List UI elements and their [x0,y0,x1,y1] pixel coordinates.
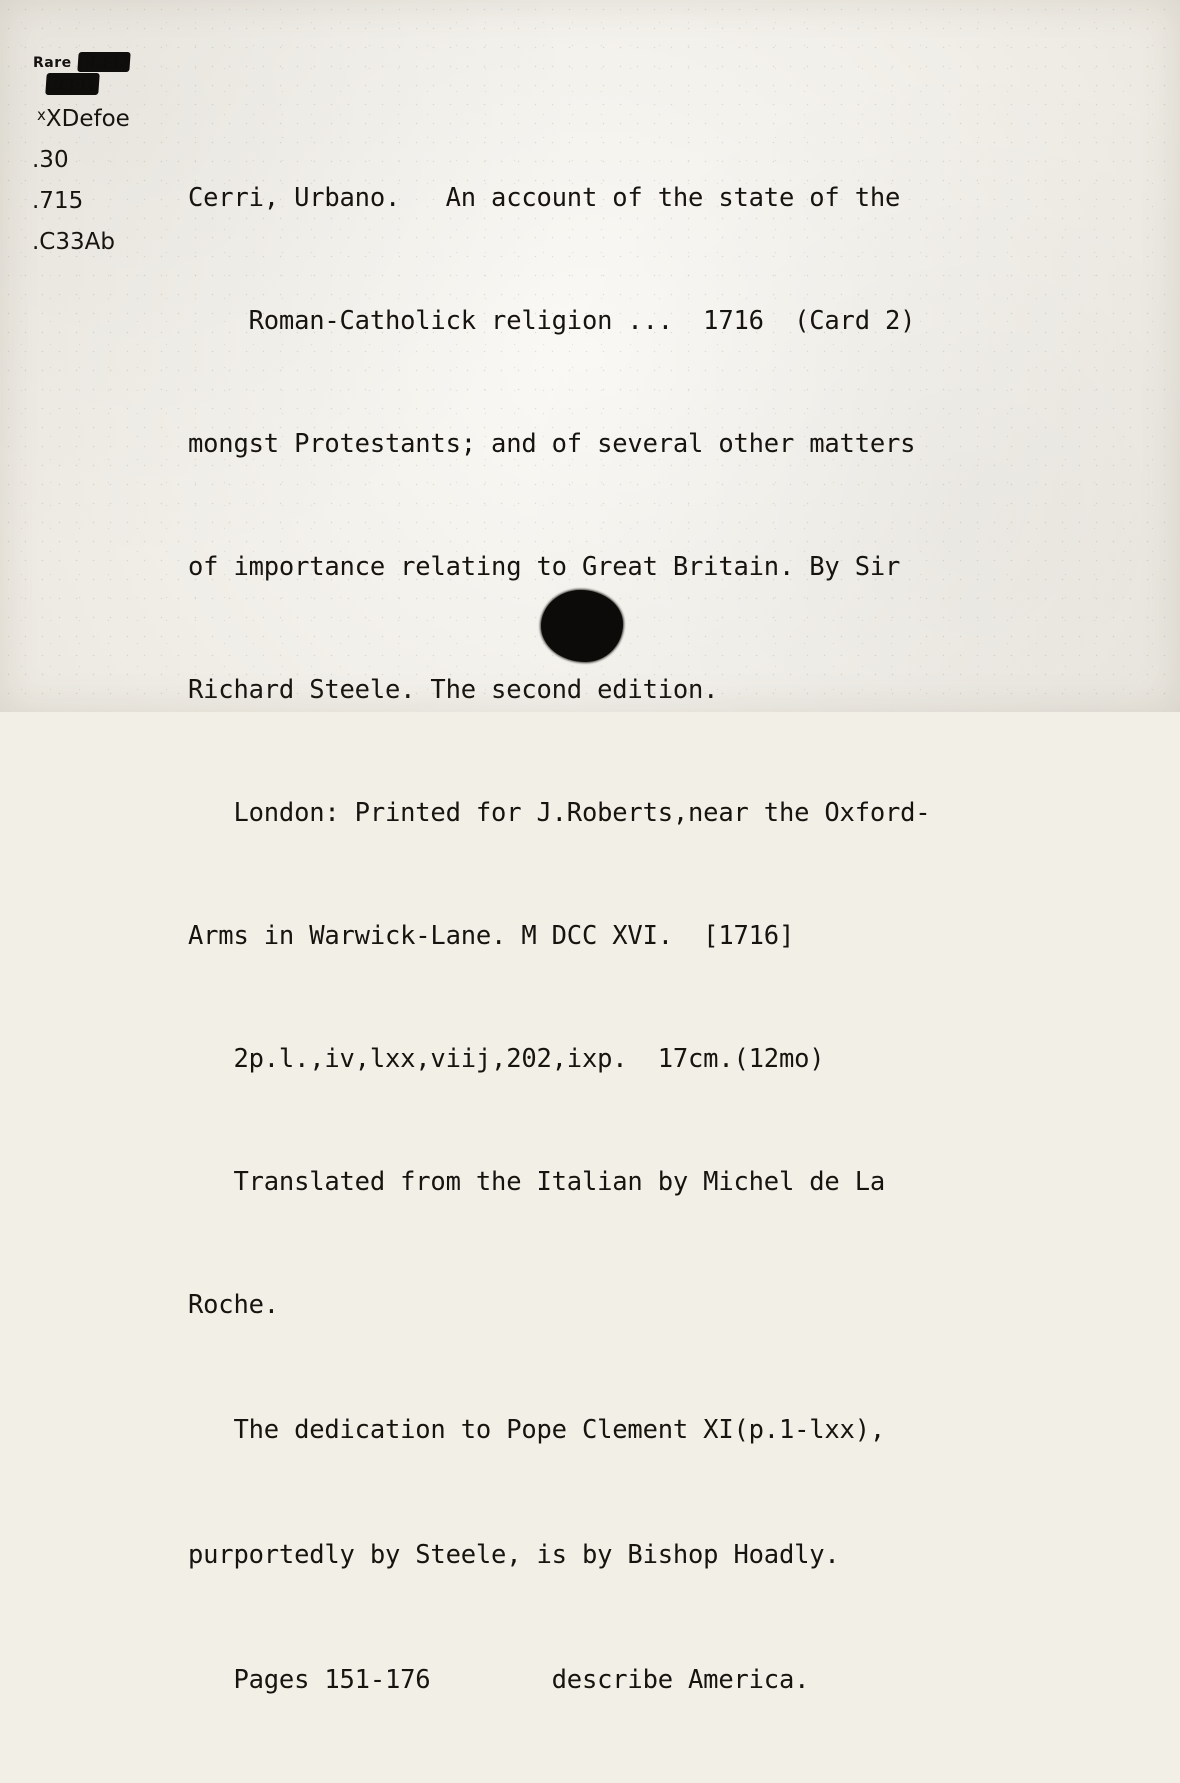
dept-stamp [46,73,197,95]
rare-book-stamp [33,52,197,73]
entry-line: Roman-Catholick religion ... 1716 (Card 2) [188,306,916,336]
entry-line: The dedication to Pope Clement XI(p.1-lxx), [188,1415,886,1445]
entry-line: Roche. [188,1290,279,1320]
call-number-line-1 [37,95,197,140]
entry-line: Translated from the Italian by Michel de La [188,1167,886,1197]
ink-blot-icon [541,590,623,662]
call-number-superscript: x [37,106,46,124]
entry-line: purportedly by Steele, is by Bishop Hoadly. [188,1540,840,1570]
call-number-line-3: .715 [32,188,84,214]
call-number-block [32,52,197,263]
entry-line: Richard Steele. The second edition. [188,675,719,705]
call-number-line-4: .C33Ab [32,229,115,255]
dept-stamp-blob: Dept. [45,73,100,95]
rare-book-stamp-blob: Book [79,52,129,72]
call-number-line-2: .30 [32,147,69,173]
entry-line: mongst Protestants; and of several other matters [188,429,916,459]
entry-line: Cerri, Urbano. An account of the state of the [188,183,901,213]
entry-line: London: Printed for J.Roberts,near the Oxford- [188,798,931,828]
entry-line: Arms in Warwick-Lane. M DCC XVI. [1716] [188,921,795,951]
entry-line: 2p.l.,iv,lxx,viij,202,ixp. 17cm.(12mo) [188,1044,825,1074]
call-number-line-1-text: XDefoe [45,106,130,132]
entry-line: of importance relating to Great Britain. By Sir [188,552,901,582]
rare-book-stamp-prefix: Rare [33,55,72,71]
catalog-entry-text [188,96,1148,1783]
entry-line: Pages 151-176 describe America. [188,1665,810,1695]
